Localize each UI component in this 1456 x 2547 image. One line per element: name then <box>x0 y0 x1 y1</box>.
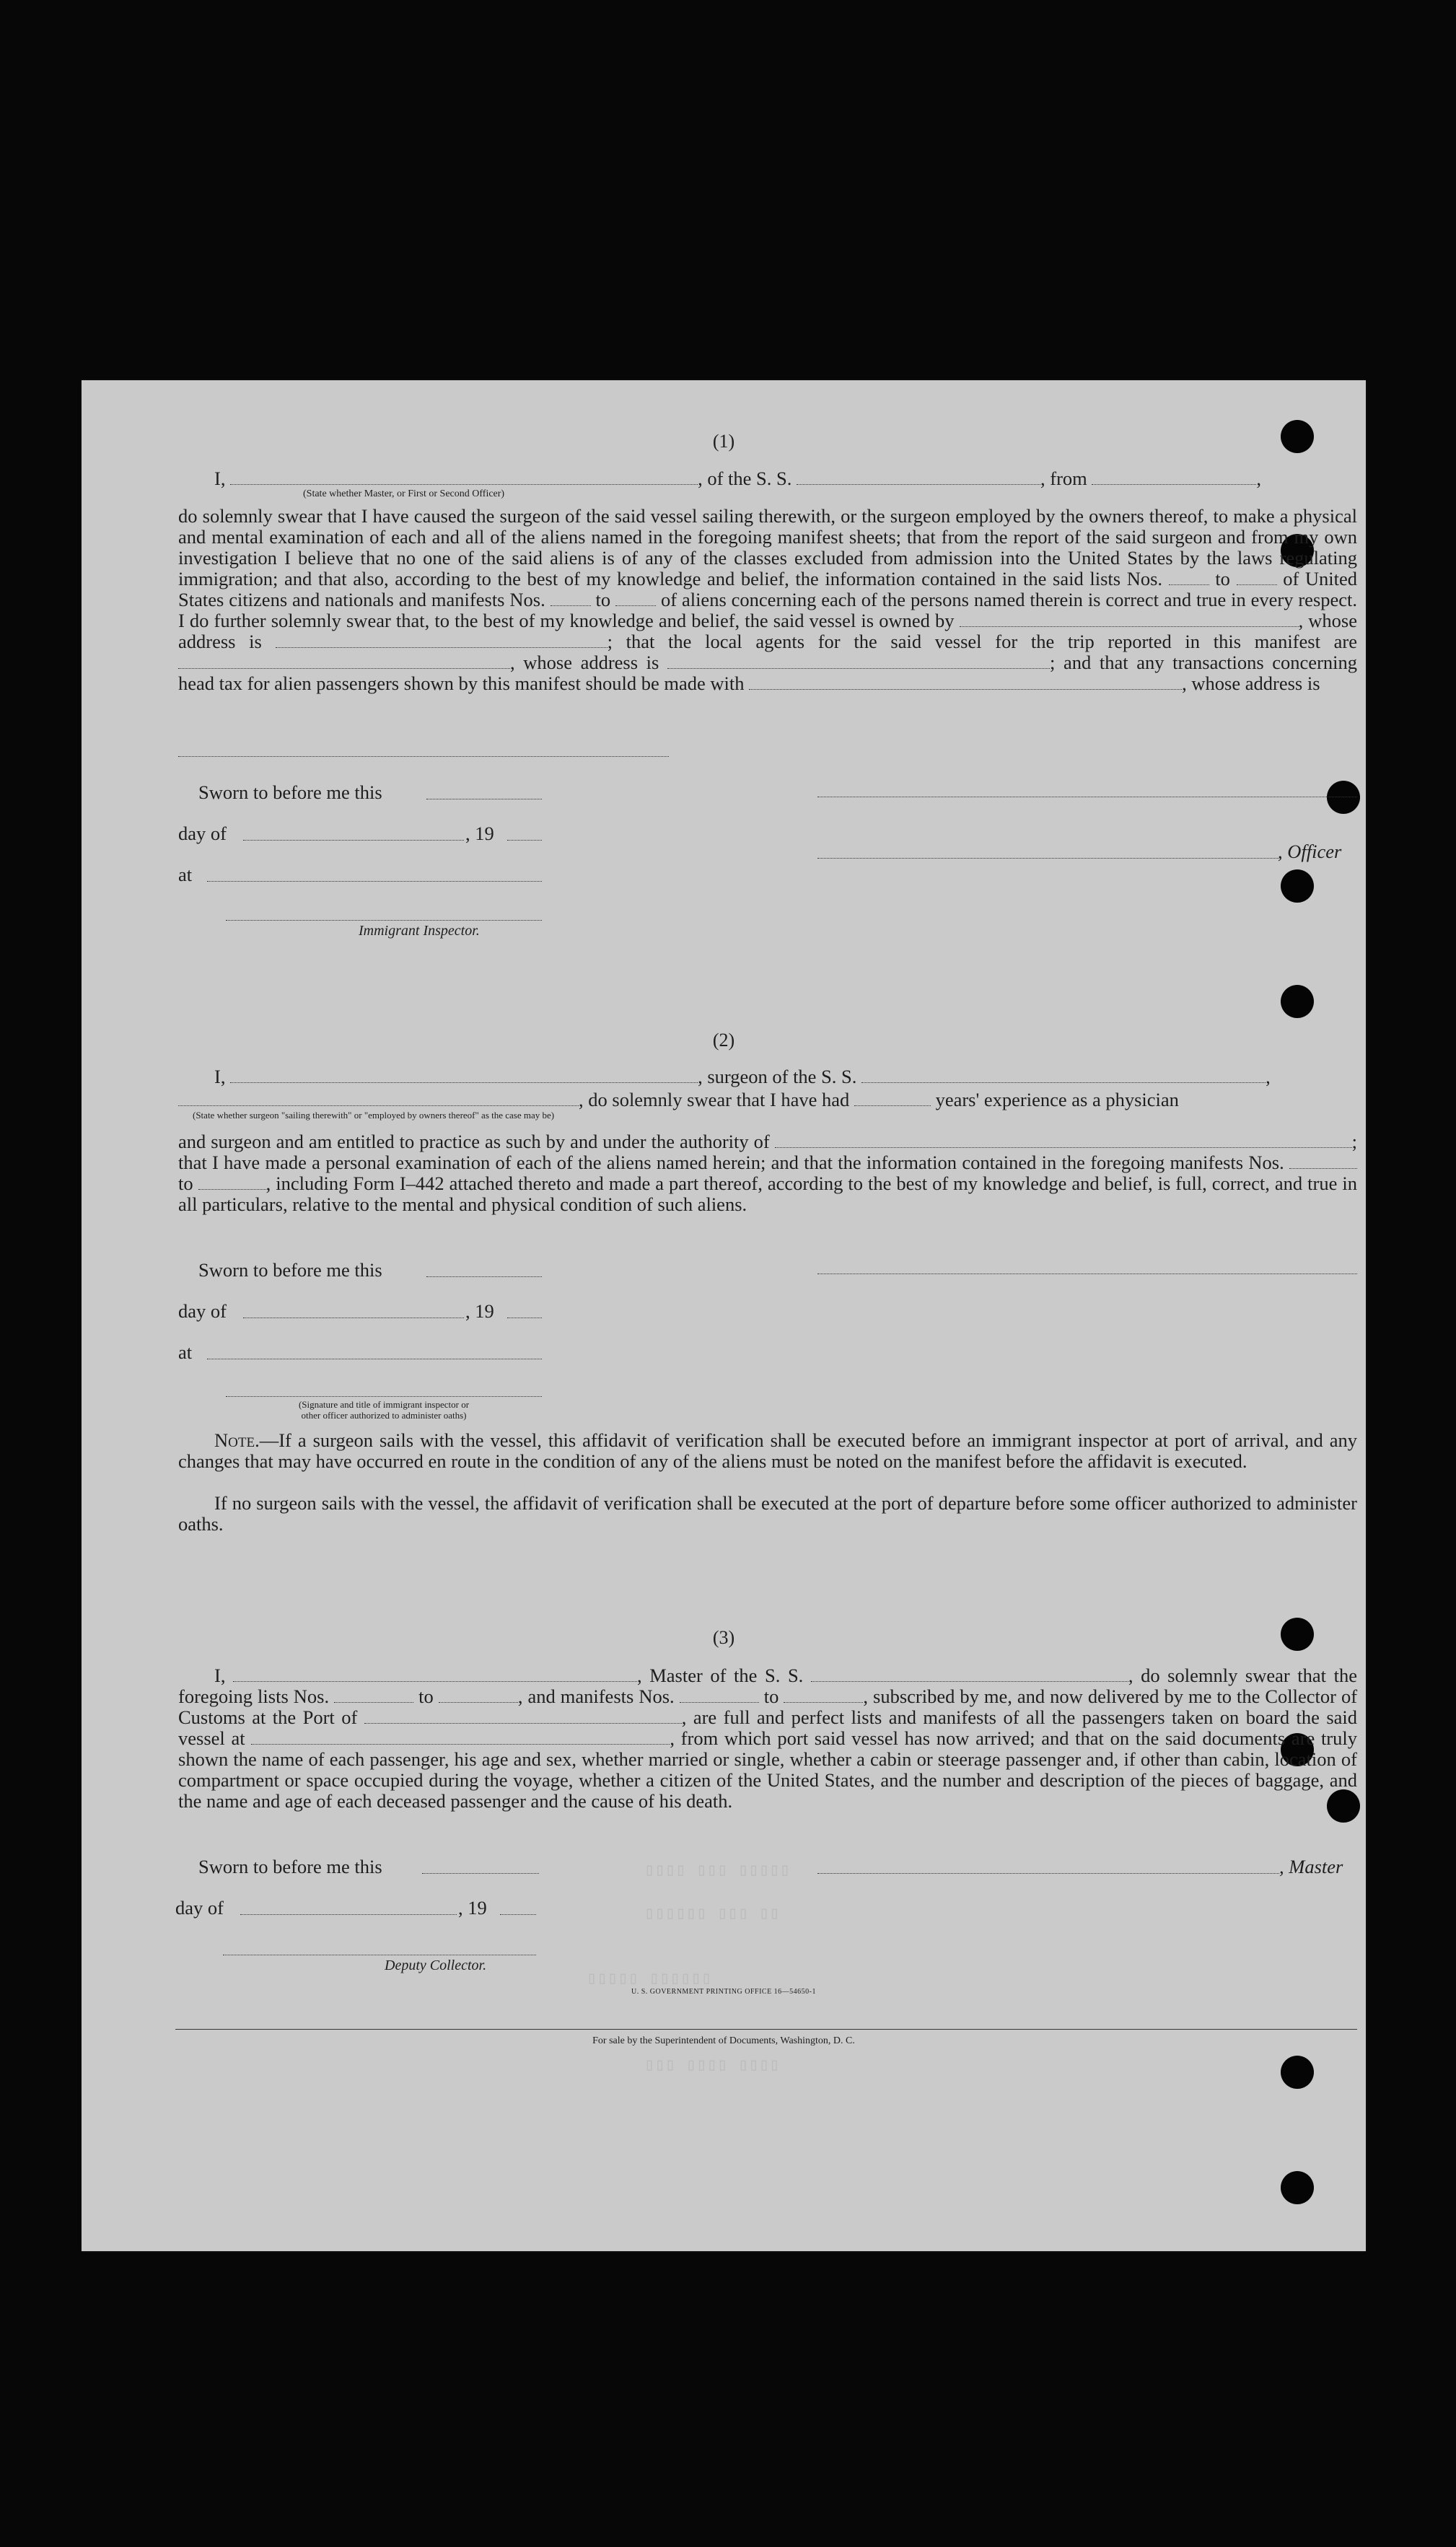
owner-address-field[interactable] <box>276 631 608 648</box>
year-text: , 19 <box>465 823 494 844</box>
year-text: , 19 <box>465 1300 494 1322</box>
at-text: at <box>178 1341 193 1363</box>
years-experience-field[interactable] <box>854 1090 931 1106</box>
embarkation-port-field[interactable] <box>251 1728 670 1745</box>
section-1-body: do solemnly swear that I have caused the surgeon of the said vessel sailing therewith, or the surgeon employed by the owners thereof, to make a physical and mental examination of each and all of the aliens named in the foregoing manifest sheets; that from the report of the said surgeon and from my own investigation I believe that no one of the said aliens is of any of the classes excluded from admission into the United States by the laws regulating immigration; and that also, according to the best of my knowledge and belief, the information contained in the said lists Nos. to of United States citizens and nationals and manifests Nos. to of aliens concerning each of the persons named therein is correct and true in every respect. I do further solemnly swear that, to the best of my knowledge and belief, the said vessel is owned by , whose address is ; that the local agents for the said vessel for the trip reported in this manifest are , whose address is ; and that any transactions concerning head tax for alien passengers shown by this manifest should be made with , whose address is <box>178 505 1358 694</box>
vessel-name-field[interactable] <box>797 468 1040 485</box>
section-1-oath-line: I, , of the S. S. , from , <box>214 468 1262 489</box>
section-1-number: (1) <box>712 431 735 452</box>
officer-name-field[interactable] <box>230 468 698 485</box>
punch-hole-icon <box>1281 985 1314 1018</box>
manifest-back-page <box>82 380 1366 2251</box>
surgeon-type-caption: (State whether surgeon "sailing therewith" or "employed by owners thereof" as the case may be) <box>193 1110 555 1121</box>
footer-rule <box>175 2029 1357 2030</box>
surgeon-type-field[interactable] <box>178 1090 579 1106</box>
sworn-text: Sworn to before me this <box>198 1259 382 1281</box>
arrival-port-field[interactable] <box>364 1707 682 1724</box>
officer-rank-caption: (State whether Master, or First or Second Officer) <box>303 488 505 499</box>
section-2-body: and surgeon and am entitled to practice as such by and under the authority of ; that I have made a personal examination of each of the aliens named herein; and that the information contained in the foregoing manifests Nos. to , including Form I–442 attached thereto and made a part thereof, according to the best of my knowledge and belief, is full, correct, and true in all particulars, relative to the mental and physical condition of such aliens. <box>178 1131 1358 1215</box>
manifests-from-field[interactable] <box>1289 1152 1357 1169</box>
sworn-date-field[interactable] <box>422 1873 539 1874</box>
vessel-owner-field[interactable] <box>960 610 1299 627</box>
master-signature-line[interactable] <box>817 1873 1279 1874</box>
year-field[interactable] <box>500 1914 536 1915</box>
inspector-signature-line[interactable] <box>226 1396 542 1397</box>
at-text: at <box>178 864 193 885</box>
day-of-text: day of <box>175 1897 224 1919</box>
sale-notice: For sale by the Superintendent of Documents, Washington, D. C. <box>592 2035 855 2046</box>
year-field[interactable] <box>507 840 542 841</box>
section-2-number: (2) <box>712 1030 735 1051</box>
signature-title-caption: (Signature and title of immigrant inspector or other officer authorized to administer oaths) <box>298 1399 470 1421</box>
day-month-field[interactable] <box>243 840 464 841</box>
local-agents-field[interactable] <box>178 652 510 669</box>
manifests-to-field[interactable] <box>198 1173 266 1190</box>
officer-label: , Officer <box>1278 841 1342 862</box>
lists-from-field[interactable] <box>334 1686 413 1703</box>
inspector-signature-line[interactable] <box>226 920 542 921</box>
surgeon-vessel-field[interactable] <box>861 1066 1266 1083</box>
manifests-from-field[interactable] <box>551 589 591 606</box>
printing-office-imprint: U. S. GOVERNMENT PRINTING OFFICE 16—54650-1 <box>631 1988 817 1996</box>
sworn-text: Sworn to before me this <box>198 781 382 803</box>
section-2-experience-line: , do solemnly swear that I have had years' experience as a physician <box>178 1090 1357 1110</box>
practice-authority-field[interactable] <box>775 1131 1352 1148</box>
master-label: , Master <box>1279 1856 1343 1877</box>
punch-hole-icon <box>1281 869 1314 903</box>
section-3-number: (3) <box>712 1627 735 1648</box>
master-name-field[interactable] <box>233 1665 637 1682</box>
punch-hole-icon <box>1281 2171 1314 2204</box>
surgeon-name-field[interactable] <box>230 1066 698 1083</box>
deputy-collector-label: Deputy Collector. <box>385 1958 487 1973</box>
master-vessel-field[interactable] <box>811 1665 1128 1682</box>
bleed-through-text: ▯▯▯▯ ▯▯▯ ▯▯▯▯▯ <box>644 1862 791 1881</box>
sworn-date-field[interactable] <box>426 1276 542 1277</box>
manifests-to-field[interactable] <box>784 1686 863 1703</box>
immigrant-inspector-label: Immigrant Inspector. <box>359 923 480 939</box>
punch-hole-icon <box>1281 2056 1314 2089</box>
bleed-through-text: ▯▯▯▯▯ ▯▯▯▯▯▯ <box>587 1970 712 1989</box>
address-continuation-line <box>178 756 669 757</box>
head-tax-contact-field[interactable] <box>749 673 1182 690</box>
day-month-field[interactable] <box>240 1914 457 1915</box>
section-3-body: I, , Master of the S. S. , do solemnly swear that the foregoing lists Nos. to , and manifests Nos. to , subscribed by me, and now delivered by me to the Collector of Customs at the Port of , are full and perfect lists and manifests of all the passengers taken on board the said vessel at , from which port said vessel has now arrived; and that on the said documents are truly shown the name of each passenger, his age and sex, whether married or single, whether a cabin or steerage passenger and, if other than cabin, location of compartment or space occupied during the voyage, whether a citizen of the United States, and the number and description of the pieces of baggage, and the name and age of each deceased passenger and the cause of his death. <box>178 1665 1358 1812</box>
agents-address-field[interactable] <box>667 652 1050 669</box>
place-field[interactable] <box>207 881 542 882</box>
sworn-text: Sworn to before me this <box>198 1856 382 1877</box>
bleed-through-text: ▯▯▯ ▯▯▯▯ ▯▯▯▯ <box>644 2056 780 2076</box>
lists-to-field[interactable] <box>439 1686 518 1703</box>
punch-hole-icon <box>1327 781 1360 814</box>
officer-title-line[interactable] <box>817 858 1279 859</box>
manifests-from-field[interactable] <box>680 1686 759 1703</box>
day-of-text: day of <box>178 1300 227 1322</box>
day-of-text: day of <box>178 823 227 844</box>
lists-to-field[interactable] <box>1237 569 1277 585</box>
surgeon-note: Note.—If a surgeon sails with the vessel, this affidavit of verification shall be executed before an immigrant inspector at port of arrival, and any changes that may have occurred en route in the condition of any of the aliens must be noted on the manifest before the affidavit is executed. <box>178 1429 1357 1472</box>
bleed-through-text: ▯▯▯▯▯▯ ▯▯▯ ▯▯ <box>644 1905 780 1924</box>
lists-from-field[interactable] <box>1169 569 1209 585</box>
departure-port-field[interactable] <box>1092 468 1256 485</box>
no-surgeon-note: If no surgeon sails with the vessel, the affidavit of verification shall be executed at the port of departure before some officer authorized to administer oaths. <box>178 1492 1357 1535</box>
year-text: , 19 <box>458 1897 487 1919</box>
manifests-to-field[interactable] <box>615 589 656 606</box>
section-2-oath-line: I, , surgeon of the S. S. , <box>214 1066 1271 1087</box>
